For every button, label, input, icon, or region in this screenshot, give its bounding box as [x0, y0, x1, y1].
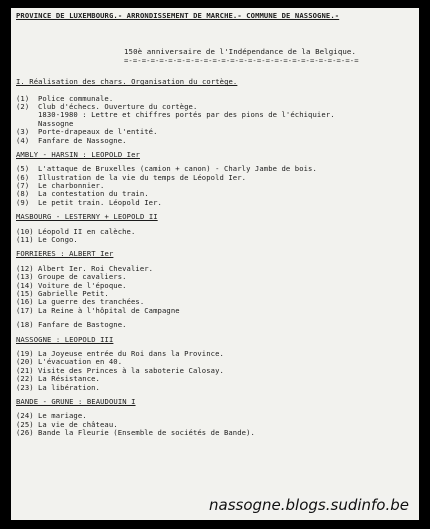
groups-container — [16, 151, 415, 438]
intro-list — [16, 95, 415, 145]
item-text: La Reine à l'hôpital de Campagne — [38, 305, 180, 315]
item-number: (15) — [16, 288, 34, 298]
group-heading: NASSOGNE : LEOPOLD III — [16, 334, 114, 344]
item-text: La Résistance. — [38, 374, 100, 384]
item-text: Léopold II en calèche. — [38, 226, 136, 236]
item-text: La vie de château. — [38, 419, 118, 429]
list-item — [16, 236, 415, 244]
document-body — [16, 12, 415, 437]
item-number: (12) — [16, 263, 34, 273]
item-number: (23) — [16, 382, 34, 392]
item-number: (5) — [16, 164, 30, 174]
item-text: Gabrielle Petit. — [38, 288, 109, 298]
item-number: (18) — [16, 320, 34, 330]
list-item — [16, 429, 415, 437]
group-heading: BANDE - GRUNE : BEAUDOUIN I — [16, 396, 136, 406]
item-number: (4) — [16, 135, 30, 145]
item-text: Visite des Princes à la saboterie Calosay. — [38, 365, 224, 375]
item-number: (24) — [16, 411, 34, 421]
watermark: nassogne.blogs.sudinfo.be — [209, 496, 409, 514]
item-text: 1830-1980 : Lettre et chiffres portés par des pions de l'échiquier. — [38, 110, 335, 120]
item-text: La contestation du train. — [38, 189, 149, 199]
document-header: PROVINCE DE LUXEMBOURG.- ARRONDISSEMENT DE MARCHE.- COMMUNE DE NASSOGNE.- — [16, 11, 340, 20]
item-text: Police communale. — [38, 93, 114, 103]
item-number: (25) — [16, 419, 34, 429]
title-underline: =-=-=-=-=-=-=-=-=-=-=-=-=-=-=-=-=-=-=-=-=-=-=-=-=-=-= — [124, 55, 359, 65]
item-text: Le charbonnier. — [38, 181, 105, 191]
item-number: (8) — [16, 189, 30, 199]
list-item — [16, 307, 415, 315]
item-number: (11) — [16, 235, 34, 245]
list-item — [16, 137, 415, 145]
item-number: (13) — [16, 272, 34, 282]
item-number: (22) — [16, 374, 34, 384]
item-text: Le Congo. — [38, 235, 78, 245]
item-text: L'évacuation en 40. — [38, 357, 123, 367]
list-item — [16, 384, 415, 392]
item-text: La guerre des tranchées. — [38, 297, 145, 307]
item-number: (3) — [16, 127, 30, 137]
item-number: (14) — [16, 280, 34, 290]
item-text: Fanfare de Bastogne. — [38, 320, 127, 330]
item-text: Nassogne — [38, 118, 74, 128]
item-text: Le mariage. — [38, 411, 87, 421]
item-text: Bande la Fleurie (Ensemble de sociétés de Bande). — [38, 428, 255, 438]
item-text: Albert Ier. Roi Chevalier. — [38, 263, 154, 273]
list-item — [16, 111, 415, 119]
item-text: Club d'échecs. Ouverture du cortège. — [38, 101, 198, 111]
group-heading: MASBOURG - LESTERNY + LEOPOLD II — [16, 212, 158, 222]
item-number: (7) — [16, 181, 30, 191]
item-text: Groupe de cavaliers. — [38, 272, 127, 282]
group-heading: AMBLY - HARSIN : LEOPOLD Ier — [16, 149, 140, 159]
item-number: (10) — [16, 226, 34, 236]
section-heading: I. Réalisation des chars. Organisation du cortège. — [16, 77, 238, 87]
item-number — [16, 111, 38, 119]
item-text: Illustration de la vie du temps de Léopold Ier. — [38, 172, 247, 182]
list-item — [16, 321, 415, 329]
item-number: (21) — [16, 365, 34, 375]
document-title: 150è anniversaire de l'Indépendance de la Belgique. — [124, 47, 357, 57]
item-text: Porte-drapeaux de l'entité. — [38, 127, 158, 137]
item-number: (17) — [16, 305, 34, 315]
item-number: (9) — [16, 197, 30, 207]
item-number: (6) — [16, 172, 30, 182]
item-text: Fanfare de Nassogne. — [38, 135, 127, 145]
list-item — [16, 199, 415, 207]
item-text: La libération. — [38, 382, 100, 392]
item-text: La Joyeuse entrée du Roi dans la Province. — [38, 348, 224, 358]
item-text: L'attaque de Bruxelles (camion + canon) - Charly Jambe de bois. — [38, 164, 317, 174]
typed-document — [11, 8, 419, 520]
item-number: (20) — [16, 357, 34, 367]
item-number: (1) — [16, 93, 30, 103]
item-text: Voiture de l'époque. — [38, 280, 127, 290]
group-heading: FORRIERES : ALBERT Ier — [16, 249, 114, 259]
item-text: Le petit train. Léopold Ier. — [38, 197, 162, 207]
item-number: (16) — [16, 297, 34, 307]
item-number: (2) — [16, 101, 30, 111]
item-number: (26) — [16, 428, 34, 438]
item-number: (19) — [16, 348, 34, 358]
